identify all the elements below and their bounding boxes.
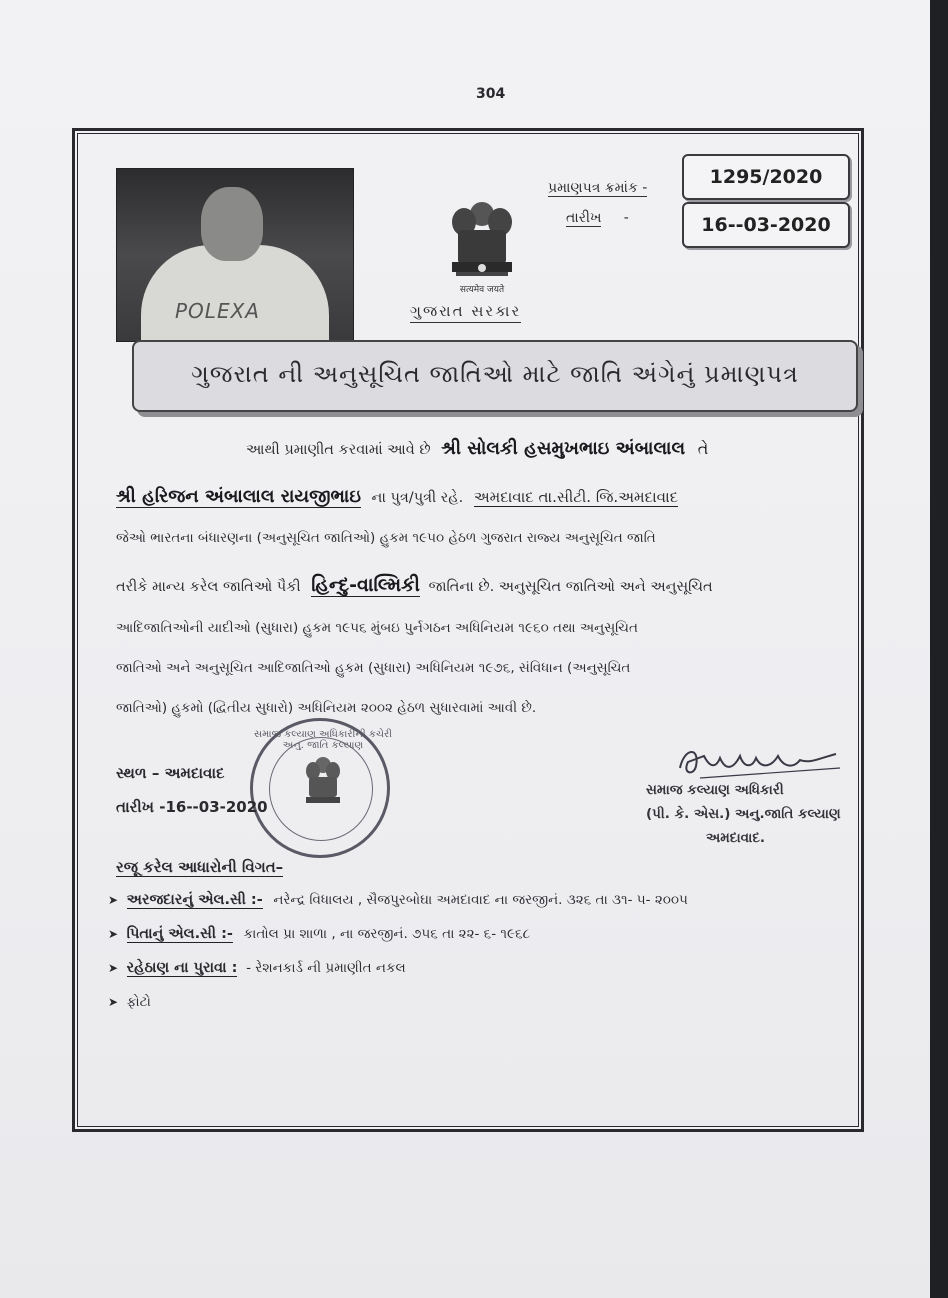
- certificate-number-box: 1295/2020: [682, 154, 850, 200]
- body-line-4: [116, 574, 713, 596]
- certificate-number-label: પ્રમાણપત્ર ક્રમાંક -: [548, 180, 648, 196]
- body-line-1-intro: આથી પ્રમાણીત કરવામાં આવે છે: [246, 442, 431, 458]
- certificate-date-box: 16--03-2020: [682, 202, 850, 248]
- body-line-3: જેઓ ભારતના બંધારણના (અનુસૂચિત જાતિઓ) હુકમ ૧૯૫૦ હેઠળ ગુજરાત રાજ્ય અનુસૂચિત જાતિ: [116, 530, 656, 546]
- seal-emblem-icon: [301, 751, 345, 811]
- document-item-4-label: ફોટો: [126, 994, 151, 1010]
- document-item-3-text: - રેશનકાર્ડ ની પ્રમાણીત નકલ: [246, 960, 406, 976]
- officer-city: અમદાવાદ.: [706, 830, 766, 846]
- document-item-3: [108, 960, 406, 976]
- body-line-5: આદિજાતિઓની યાદીઓ (સુધારા) હુકમ ૧૯૫૬ મુંબઇ પુર્નગઠન અધિનિયમ ૧૯૬૦ તથા અનુસૂચિત: [116, 620, 638, 636]
- national-emblem-icon: [440, 192, 524, 296]
- place: સ્થળ – અમદાવાદ: [116, 764, 225, 782]
- government-name: ગુજરાત સરકાર: [410, 302, 521, 323]
- body-line-1-end: તે: [697, 439, 709, 458]
- body-line-7: જાતિઓ) હુકમો (દ્વિતીય સુધારો) અધિનિયમ ૨૦૦૨ હેઠળ સુધારવામાં આવી છે.: [116, 700, 537, 716]
- document-item-4: [108, 994, 151, 1010]
- arrow-icon: ➤: [108, 961, 119, 975]
- photo-shirt-text: POLEXA: [175, 299, 260, 323]
- officer-office: (પી. કે. એસ.) અનુ.જાતિ કલ્યાણ: [646, 806, 841, 822]
- seal-text: સમાજ કલ્યાણ અધિકારીની કચેરી અનુ. જાતિ કલ્યાણ: [254, 729, 392, 751]
- applicant-photo: [116, 168, 354, 342]
- emblem-motto: सत्यमेव जयते: [459, 285, 505, 295]
- body-line-2-mid: ના પુત્ર/પુત્રી રહે.: [371, 490, 464, 506]
- arrow-icon: ➤: [108, 927, 119, 941]
- body-line-6: જાતિઓ અને અનુસૂચિત આદિજાતિઓ હુકમ (સુધારા) અધિનિયમ ૧૯૭૬, સંવિધાન (અનુસૂચિત: [116, 660, 631, 676]
- official-seal: [250, 718, 390, 858]
- issue-date: તારીખ -16--03-2020: [116, 798, 268, 816]
- title-banner: [132, 340, 858, 412]
- date-label-dash: -: [623, 210, 629, 226]
- body-line-4-end: જાતિના છે. અનુસૂચિત જાતિઓ અને અનુસૂચિત: [428, 579, 713, 595]
- person-name: શ્રી સોલકી હસમુખભાઇ અંબાલાલ: [441, 438, 686, 459]
- officer-designation: સમાજ કલ્યાણ અધિકારી: [646, 782, 784, 798]
- document-item-2-text: કાતોલ પ્રા શાળા , ના જરજીનં. ૭૫૬ તા ૨૨- ૬- ૧૯૬૮: [243, 926, 531, 942]
- page-number: 304: [476, 86, 506, 102]
- document-item-3-label: રહેઠાણ ના પુરાવા :: [126, 960, 238, 976]
- document-item-1: [108, 892, 688, 908]
- background-edge: [930, 0, 948, 1298]
- arrow-icon: ➤: [108, 995, 119, 1009]
- caste-name: હિન્દુ-વાલ્મિકી: [311, 574, 420, 596]
- documents-heading: રજૂ કરેલ આધારોની વિગત–: [116, 858, 284, 876]
- body-line-1: [246, 438, 708, 459]
- document-item-1-text: નરેન્દ્ર વિધાલય , સૈજપુરબોઘા અમદાવાદ ના જરજીનં. ૩૨૬ તા ૩૧- ૫- ૨૦૦૫: [273, 892, 688, 908]
- certificate-title: ગુજરાત ની અનુસૂચિત જાતિઓ માટે જાતિ અંગેનું પ્રમાણપત્ર: [191, 360, 799, 388]
- arrow-icon: ➤: [108, 893, 119, 907]
- body-line-4-intro: તરીકે માન્ય કરેલ જાતિઓ પૈકી: [116, 579, 301, 595]
- photo-head: [201, 187, 263, 261]
- document-item-2-label: પિતાનું એલ.સી :-: [126, 926, 233, 942]
- date-label-text: તારીખ: [566, 210, 602, 226]
- father-name: શ્રી હરિજન અંબાલાલ રાયજીભાઇ: [116, 486, 361, 507]
- certificate-date-label: [566, 210, 629, 226]
- signature-icon: [660, 738, 860, 786]
- document-item-2: [108, 926, 530, 942]
- address: અમદાવાદ તા.સીટી. જિ.અમદાવાદ: [473, 488, 679, 506]
- document-item-1-label: અરજદારનું એલ.સી :-: [126, 892, 263, 908]
- body-line-2: [116, 486, 678, 507]
